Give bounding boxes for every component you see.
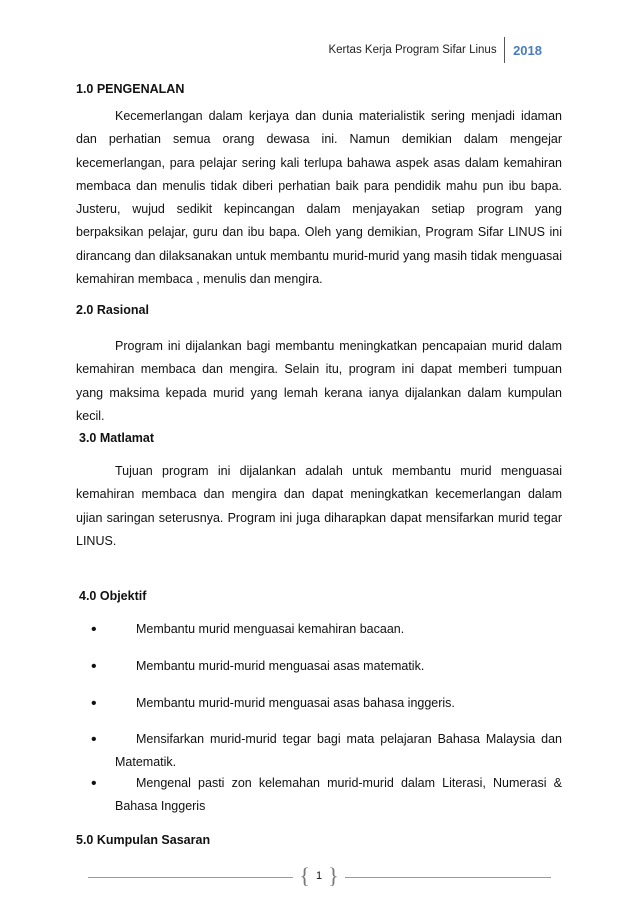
bullet-icon: • — [91, 731, 97, 748]
section-4-heading: 4.0 Objektif — [79, 589, 147, 603]
header-divider — [504, 37, 506, 63]
page-number-box — [296, 864, 342, 888]
list-item — [91, 655, 562, 678]
section-3-paragraph: Tujuan program ini dijalankan adalah untuk membantu murid menguasai kemahiran membaca dan mengira dan dapat meningkatkan kecemerlangan dalam ujian saringan seterusnya. Program ini juga diharapkan dapat mensifarkan murid tegar LINUS. — [76, 464, 562, 548]
right-brace-icon: } — [328, 863, 339, 888]
section-1-heading: 1.0 PENGENALAN — [76, 82, 185, 96]
list-item — [91, 692, 562, 715]
bullet-icon: • — [91, 695, 97, 712]
footer-rule-right — [345, 877, 551, 878]
left-brace-icon: { — [299, 863, 310, 888]
list-item — [91, 728, 562, 775]
section-3-heading: 3.0 Matlamat — [79, 431, 155, 445]
document-year: 2018 — [513, 42, 542, 58]
section-1-paragraph: Kecemerlangan dalam kerjaya dan dunia materialistik sering menjadi idaman dan perhatian semua orang dewasa ini. Namun demikian dalam mengejar kecemerlangan, para pelajar sering kali terlupa bahawa aspek asas dalam kemahiran membaca dan menulis tidak diberi perhatian baik para pendidik mahu pun ibu bapa. Justeru, wujud sedikit kepincangan dalam menjayakan setiap program yang berpaksikan pelajar, guru dan ibu bapa. Oleh yang demikian, Program Sifar LINUS ini dirancang dan dilaksanakan untuk membantu murid-murid yang masih tidak menguasai kemahiran membaca , menulis dan mengira. — [76, 109, 562, 287]
bullet-icon: • — [91, 775, 97, 792]
bullet-icon: • — [91, 621, 97, 638]
page-number: 1 — [315, 870, 323, 882]
list-item — [91, 772, 562, 819]
section-5-heading: 5.0 Kumpulan Sasaran — [76, 833, 211, 847]
list-item-text: Membantu murid menguasai kemahiran bacaan. — [136, 622, 405, 636]
section-2-heading: 2.0 Rasional — [76, 303, 149, 317]
list-item-text: Mensifarkan murid-murid tegar bagi mata pelajaran Bahasa Malaysia dan Matematik. — [115, 732, 562, 770]
document-title: Kertas Kerja Program Sifar Linus — [328, 44, 497, 56]
section-2-paragraph: Program ini dijalankan bagi membantu meningkatkan pencapaian murid dalam kemahiran membaca dan mengira. Selain itu, program ini dapat memberi tumpuan yang maksima kepada murid yang lemah kerana ianya dijalankan dalam kumpulan kecil. — [76, 339, 562, 423]
list-item-text: Membantu murid-murid menguasai asas matematik. — [136, 659, 425, 673]
list-item-text: Membantu murid-murid menguasai asas bahasa inggeris. — [136, 696, 455, 710]
list-item — [91, 618, 562, 641]
page-header — [328, 38, 542, 62]
footer-rule-left — [88, 877, 293, 878]
list-item-text: Mengenal pasti zon kelemahan murid-murid dalam Literasi, Numerasi & Bahasa Inggeris — [115, 776, 562, 814]
bullet-icon: • — [91, 658, 97, 675]
